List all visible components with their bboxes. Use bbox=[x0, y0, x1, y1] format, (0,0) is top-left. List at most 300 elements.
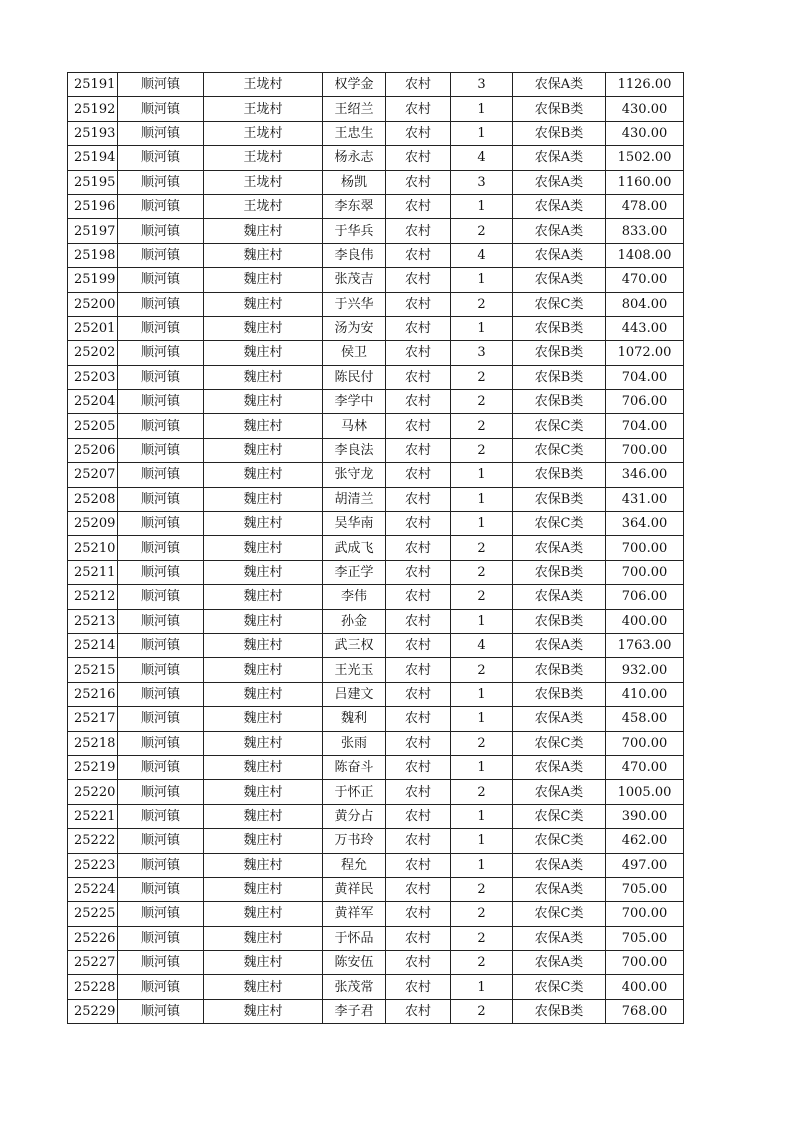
table-row bbox=[68, 121, 684, 145]
table-row bbox=[68, 170, 684, 194]
table-row bbox=[68, 560, 684, 584]
cell-id: 25229 bbox=[68, 999, 118, 1023]
cell-town: 顺河镇 bbox=[118, 829, 204, 853]
cell-id: 25205 bbox=[68, 414, 118, 438]
cell-type: 农村 bbox=[386, 365, 451, 389]
cell-household-size: 1 bbox=[451, 975, 513, 999]
cell-name: 李正学 bbox=[323, 560, 386, 584]
cell-village: 魏庄村 bbox=[204, 902, 323, 926]
cell-category: 农保A类 bbox=[513, 536, 606, 560]
table-row bbox=[68, 73, 684, 97]
cell-amount: 700.00 bbox=[606, 536, 684, 560]
cell-household-size: 1 bbox=[451, 463, 513, 487]
cell-village: 王垅村 bbox=[204, 194, 323, 218]
cell-amount: 700.00 bbox=[606, 731, 684, 755]
cell-village: 魏庄村 bbox=[204, 633, 323, 657]
table-row bbox=[68, 414, 684, 438]
cell-town: 顺河镇 bbox=[118, 487, 204, 511]
cell-type: 农村 bbox=[386, 951, 451, 975]
cell-town: 顺河镇 bbox=[118, 243, 204, 267]
cell-village: 魏庄村 bbox=[204, 463, 323, 487]
cell-household-size: 1 bbox=[451, 804, 513, 828]
cell-name: 张雨 bbox=[323, 731, 386, 755]
cell-id: 25221 bbox=[68, 804, 118, 828]
cell-town: 顺河镇 bbox=[118, 194, 204, 218]
cell-village: 魏庄村 bbox=[204, 512, 323, 536]
cell-village: 魏庄村 bbox=[204, 316, 323, 340]
cell-household-size: 2 bbox=[451, 365, 513, 389]
cell-town: 顺河镇 bbox=[118, 463, 204, 487]
cell-household-size: 2 bbox=[451, 780, 513, 804]
cell-type: 农村 bbox=[386, 194, 451, 218]
cell-town: 顺河镇 bbox=[118, 853, 204, 877]
cell-type: 农村 bbox=[386, 560, 451, 584]
cell-id: 25213 bbox=[68, 609, 118, 633]
cell-type: 农村 bbox=[386, 658, 451, 682]
cell-household-size: 2 bbox=[451, 926, 513, 950]
cell-category: 农保B类 bbox=[513, 487, 606, 511]
cell-category: 农保B类 bbox=[513, 560, 606, 584]
cell-household-size: 2 bbox=[451, 390, 513, 414]
cell-category: 农保B类 bbox=[513, 316, 606, 340]
cell-id: 25207 bbox=[68, 463, 118, 487]
cell-village: 魏庄村 bbox=[204, 487, 323, 511]
cell-id: 25201 bbox=[68, 316, 118, 340]
cell-type: 农村 bbox=[386, 780, 451, 804]
cell-id: 25226 bbox=[68, 926, 118, 950]
cell-town: 顺河镇 bbox=[118, 560, 204, 584]
cell-id: 25218 bbox=[68, 731, 118, 755]
cell-type: 农村 bbox=[386, 341, 451, 365]
cell-id: 25200 bbox=[68, 292, 118, 316]
cell-id: 25228 bbox=[68, 975, 118, 999]
cell-name: 武成飞 bbox=[323, 536, 386, 560]
cell-town: 顺河镇 bbox=[118, 438, 204, 462]
cell-village: 魏庄村 bbox=[204, 341, 323, 365]
cell-household-size: 2 bbox=[451, 438, 513, 462]
cell-town: 顺河镇 bbox=[118, 73, 204, 97]
cell-amount: 443.00 bbox=[606, 316, 684, 340]
cell-id: 25210 bbox=[68, 536, 118, 560]
cell-household-size: 1 bbox=[451, 121, 513, 145]
table-row bbox=[68, 390, 684, 414]
cell-amount: 400.00 bbox=[606, 975, 684, 999]
cell-id: 25219 bbox=[68, 755, 118, 779]
table-row bbox=[68, 243, 684, 267]
cell-id: 25211 bbox=[68, 560, 118, 584]
cell-town: 顺河镇 bbox=[118, 926, 204, 950]
cell-town: 顺河镇 bbox=[118, 121, 204, 145]
cell-name: 张茂吉 bbox=[323, 268, 386, 292]
cell-household-size: 1 bbox=[451, 609, 513, 633]
table-row bbox=[68, 268, 684, 292]
cell-category: 农保A类 bbox=[513, 853, 606, 877]
cell-type: 农村 bbox=[386, 877, 451, 901]
cell-village: 魏庄村 bbox=[204, 438, 323, 462]
cell-town: 顺河镇 bbox=[118, 512, 204, 536]
cell-id: 25196 bbox=[68, 194, 118, 218]
table-row bbox=[68, 804, 684, 828]
cell-village: 王垅村 bbox=[204, 97, 323, 121]
cell-name: 李子君 bbox=[323, 999, 386, 1023]
cell-village: 王垅村 bbox=[204, 121, 323, 145]
cell-type: 农村 bbox=[386, 536, 451, 560]
cell-amount: 470.00 bbox=[606, 268, 684, 292]
cell-village: 魏庄村 bbox=[204, 365, 323, 389]
cell-category: 农保A类 bbox=[513, 877, 606, 901]
cell-name: 黄分占 bbox=[323, 804, 386, 828]
cell-town: 顺河镇 bbox=[118, 414, 204, 438]
cell-village: 魏庄村 bbox=[204, 829, 323, 853]
cell-type: 农村 bbox=[386, 243, 451, 267]
cell-id: 25199 bbox=[68, 268, 118, 292]
cell-amount: 706.00 bbox=[606, 390, 684, 414]
cell-category: 农保C类 bbox=[513, 902, 606, 926]
cell-type: 农村 bbox=[386, 146, 451, 170]
cell-id: 25198 bbox=[68, 243, 118, 267]
cell-village: 魏庄村 bbox=[204, 853, 323, 877]
cell-category: 农保C类 bbox=[513, 829, 606, 853]
cell-type: 农村 bbox=[386, 609, 451, 633]
cell-amount: 462.00 bbox=[606, 829, 684, 853]
cell-household-size: 2 bbox=[451, 902, 513, 926]
cell-type: 农村 bbox=[386, 73, 451, 97]
cell-town: 顺河镇 bbox=[118, 633, 204, 657]
cell-amount: 1005.00 bbox=[606, 780, 684, 804]
cell-category: 农保B类 bbox=[513, 121, 606, 145]
cell-name: 程允 bbox=[323, 853, 386, 877]
table-row bbox=[68, 731, 684, 755]
cell-household-size: 1 bbox=[451, 316, 513, 340]
cell-town: 顺河镇 bbox=[118, 146, 204, 170]
cell-category: 农保B类 bbox=[513, 365, 606, 389]
cell-type: 农村 bbox=[386, 926, 451, 950]
table-row bbox=[68, 853, 684, 877]
cell-type: 农村 bbox=[386, 682, 451, 706]
table-row bbox=[68, 219, 684, 243]
table-row bbox=[68, 829, 684, 853]
cell-category: 农保B类 bbox=[513, 999, 606, 1023]
table-row bbox=[68, 877, 684, 901]
table-row bbox=[68, 365, 684, 389]
cell-town: 顺河镇 bbox=[118, 170, 204, 194]
cell-name: 杨永志 bbox=[323, 146, 386, 170]
cell-name: 王光玉 bbox=[323, 658, 386, 682]
cell-type: 农村 bbox=[386, 268, 451, 292]
cell-id: 25217 bbox=[68, 707, 118, 731]
cell-household-size: 2 bbox=[451, 560, 513, 584]
cell-amount: 430.00 bbox=[606, 97, 684, 121]
cell-amount: 704.00 bbox=[606, 365, 684, 389]
cell-town: 顺河镇 bbox=[118, 682, 204, 706]
cell-household-size: 2 bbox=[451, 536, 513, 560]
cell-household-size: 1 bbox=[451, 97, 513, 121]
cell-name: 李东翠 bbox=[323, 194, 386, 218]
cell-category: 农保B类 bbox=[513, 609, 606, 633]
cell-village: 魏庄村 bbox=[204, 609, 323, 633]
cell-category: 农保A类 bbox=[513, 194, 606, 218]
table-row bbox=[68, 97, 684, 121]
cell-category: 农保C类 bbox=[513, 975, 606, 999]
cell-amount: 768.00 bbox=[606, 999, 684, 1023]
table-row bbox=[68, 902, 684, 926]
cell-category: 农保B类 bbox=[513, 341, 606, 365]
cell-amount: 400.00 bbox=[606, 609, 684, 633]
cell-town: 顺河镇 bbox=[118, 292, 204, 316]
cell-household-size: 1 bbox=[451, 853, 513, 877]
cell-amount: 700.00 bbox=[606, 438, 684, 462]
cell-village: 魏庄村 bbox=[204, 707, 323, 731]
cell-type: 农村 bbox=[386, 707, 451, 731]
cell-village: 魏庄村 bbox=[204, 268, 323, 292]
cell-village: 魏庄村 bbox=[204, 731, 323, 755]
table-row bbox=[68, 951, 684, 975]
cell-id: 25224 bbox=[68, 877, 118, 901]
cell-amount: 706.00 bbox=[606, 585, 684, 609]
cell-household-size: 2 bbox=[451, 951, 513, 975]
table-row bbox=[68, 316, 684, 340]
cell-household-size: 4 bbox=[451, 633, 513, 657]
cell-town: 顺河镇 bbox=[118, 975, 204, 999]
cell-town: 顺河镇 bbox=[118, 609, 204, 633]
cell-village: 魏庄村 bbox=[204, 975, 323, 999]
cell-village: 魏庄村 bbox=[204, 414, 323, 438]
table-row bbox=[68, 536, 684, 560]
cell-village: 王垅村 bbox=[204, 73, 323, 97]
cell-category: 农保A类 bbox=[513, 170, 606, 194]
cell-type: 农村 bbox=[386, 853, 451, 877]
cell-village: 魏庄村 bbox=[204, 219, 323, 243]
cell-name: 陈民付 bbox=[323, 365, 386, 389]
cell-amount: 497.00 bbox=[606, 853, 684, 877]
cell-amount: 705.00 bbox=[606, 926, 684, 950]
cell-type: 农村 bbox=[386, 390, 451, 414]
cell-household-size: 2 bbox=[451, 731, 513, 755]
cell-id: 25191 bbox=[68, 73, 118, 97]
cell-town: 顺河镇 bbox=[118, 365, 204, 389]
cell-category: 农保B类 bbox=[513, 97, 606, 121]
table-row bbox=[68, 633, 684, 657]
cell-village: 王垅村 bbox=[204, 146, 323, 170]
cell-village: 魏庄村 bbox=[204, 560, 323, 584]
cell-category: 农保A类 bbox=[513, 146, 606, 170]
cell-amount: 1160.00 bbox=[606, 170, 684, 194]
cell-household-size: 2 bbox=[451, 658, 513, 682]
cell-id: 25215 bbox=[68, 658, 118, 682]
cell-village: 魏庄村 bbox=[204, 999, 323, 1023]
cell-type: 农村 bbox=[386, 829, 451, 853]
cell-category: 农保C类 bbox=[513, 292, 606, 316]
cell-town: 顺河镇 bbox=[118, 951, 204, 975]
cell-household-size: 2 bbox=[451, 877, 513, 901]
cell-name: 王绍兰 bbox=[323, 97, 386, 121]
cell-name: 陈奋斗 bbox=[323, 755, 386, 779]
cell-id: 25225 bbox=[68, 902, 118, 926]
table-row bbox=[68, 658, 684, 682]
cell-category: 农保B类 bbox=[513, 682, 606, 706]
cell-town: 顺河镇 bbox=[118, 316, 204, 340]
cell-type: 农村 bbox=[386, 316, 451, 340]
cell-name: 杨凯 bbox=[323, 170, 386, 194]
table-row bbox=[68, 463, 684, 487]
cell-amount: 833.00 bbox=[606, 219, 684, 243]
cell-village: 魏庄村 bbox=[204, 585, 323, 609]
cell-name: 王忠生 bbox=[323, 121, 386, 145]
cell-name: 武三权 bbox=[323, 633, 386, 657]
cell-name: 李良法 bbox=[323, 438, 386, 462]
cell-household-size: 2 bbox=[451, 999, 513, 1023]
cell-type: 农村 bbox=[386, 121, 451, 145]
cell-household-size: 4 bbox=[451, 243, 513, 267]
cell-type: 农村 bbox=[386, 463, 451, 487]
cell-name: 李伟 bbox=[323, 585, 386, 609]
cell-name: 李学中 bbox=[323, 390, 386, 414]
cell-name: 李良伟 bbox=[323, 243, 386, 267]
cell-id: 25216 bbox=[68, 682, 118, 706]
cell-id: 25195 bbox=[68, 170, 118, 194]
cell-village: 魏庄村 bbox=[204, 292, 323, 316]
cell-amount: 478.00 bbox=[606, 194, 684, 218]
cell-category: 农保C类 bbox=[513, 414, 606, 438]
cell-type: 农村 bbox=[386, 292, 451, 316]
cell-name: 张茂常 bbox=[323, 975, 386, 999]
cell-category: 农保A类 bbox=[513, 585, 606, 609]
cell-village: 魏庄村 bbox=[204, 390, 323, 414]
cell-id: 25223 bbox=[68, 853, 118, 877]
cell-category: 农保C类 bbox=[513, 804, 606, 828]
cell-category: 农保A类 bbox=[513, 707, 606, 731]
cell-town: 顺河镇 bbox=[118, 731, 204, 755]
cell-id: 25206 bbox=[68, 438, 118, 462]
cell-name: 于华兵 bbox=[323, 219, 386, 243]
cell-village: 魏庄村 bbox=[204, 682, 323, 706]
cell-type: 农村 bbox=[386, 975, 451, 999]
cell-amount: 704.00 bbox=[606, 414, 684, 438]
cell-town: 顺河镇 bbox=[118, 780, 204, 804]
cell-amount: 804.00 bbox=[606, 292, 684, 316]
cell-household-size: 2 bbox=[451, 292, 513, 316]
cell-amount: 705.00 bbox=[606, 877, 684, 901]
cell-town: 顺河镇 bbox=[118, 804, 204, 828]
table-row bbox=[68, 194, 684, 218]
table-row bbox=[68, 609, 684, 633]
cell-type: 农村 bbox=[386, 902, 451, 926]
cell-category: 农保A类 bbox=[513, 73, 606, 97]
cell-amount: 700.00 bbox=[606, 951, 684, 975]
cell-town: 顺河镇 bbox=[118, 341, 204, 365]
cell-name: 张守龙 bbox=[323, 463, 386, 487]
cell-name: 万书玲 bbox=[323, 829, 386, 853]
cell-name: 于兴华 bbox=[323, 292, 386, 316]
cell-category: 农保A类 bbox=[513, 780, 606, 804]
cell-town: 顺河镇 bbox=[118, 585, 204, 609]
cell-category: 农保A类 bbox=[513, 243, 606, 267]
cell-household-size: 2 bbox=[451, 219, 513, 243]
cell-id: 25220 bbox=[68, 780, 118, 804]
cell-id: 25203 bbox=[68, 365, 118, 389]
cell-village: 魏庄村 bbox=[204, 780, 323, 804]
cell-type: 农村 bbox=[386, 219, 451, 243]
cell-id: 25222 bbox=[68, 829, 118, 853]
cell-type: 农村 bbox=[386, 731, 451, 755]
table-row bbox=[68, 585, 684, 609]
cell-name: 黄祥民 bbox=[323, 877, 386, 901]
cell-type: 农村 bbox=[386, 512, 451, 536]
cell-household-size: 1 bbox=[451, 194, 513, 218]
cell-name: 吴华南 bbox=[323, 512, 386, 536]
cell-town: 顺河镇 bbox=[118, 97, 204, 121]
cell-amount: 430.00 bbox=[606, 121, 684, 145]
cell-id: 25212 bbox=[68, 585, 118, 609]
cell-category: 农保A类 bbox=[513, 219, 606, 243]
cell-village: 魏庄村 bbox=[204, 804, 323, 828]
cell-type: 农村 bbox=[386, 170, 451, 194]
cell-household-size: 3 bbox=[451, 170, 513, 194]
table-body bbox=[68, 73, 684, 1024]
cell-town: 顺河镇 bbox=[118, 755, 204, 779]
table-row bbox=[68, 780, 684, 804]
cell-amount: 1502.00 bbox=[606, 146, 684, 170]
cell-amount: 364.00 bbox=[606, 512, 684, 536]
cell-id: 25208 bbox=[68, 487, 118, 511]
cell-town: 顺河镇 bbox=[118, 536, 204, 560]
cell-category: 农保A类 bbox=[513, 633, 606, 657]
cell-category: 农保B类 bbox=[513, 658, 606, 682]
cell-household-size: 4 bbox=[451, 146, 513, 170]
cell-town: 顺河镇 bbox=[118, 658, 204, 682]
cell-name: 汤为安 bbox=[323, 316, 386, 340]
cell-id: 25202 bbox=[68, 341, 118, 365]
table-row bbox=[68, 292, 684, 316]
cell-name: 胡清兰 bbox=[323, 487, 386, 511]
cell-category: 农保C类 bbox=[513, 438, 606, 462]
cell-town: 顺河镇 bbox=[118, 707, 204, 731]
cell-town: 顺河镇 bbox=[118, 219, 204, 243]
cell-household-size: 3 bbox=[451, 73, 513, 97]
cell-household-size: 1 bbox=[451, 755, 513, 779]
cell-amount: 1126.00 bbox=[606, 73, 684, 97]
cell-type: 农村 bbox=[386, 585, 451, 609]
cell-name: 于怀正 bbox=[323, 780, 386, 804]
cell-village: 魏庄村 bbox=[204, 658, 323, 682]
cell-type: 农村 bbox=[386, 804, 451, 828]
cell-household-size: 1 bbox=[451, 707, 513, 731]
cell-category: 农保C类 bbox=[513, 731, 606, 755]
table-row bbox=[68, 146, 684, 170]
cell-town: 顺河镇 bbox=[118, 999, 204, 1023]
cell-amount: 458.00 bbox=[606, 707, 684, 731]
table-row bbox=[68, 682, 684, 706]
cell-category: 农保B类 bbox=[513, 390, 606, 414]
cell-name: 魏利 bbox=[323, 707, 386, 731]
cell-category: 农保A类 bbox=[513, 268, 606, 292]
cell-amount: 700.00 bbox=[606, 560, 684, 584]
table-row bbox=[68, 755, 684, 779]
cell-household-size: 1 bbox=[451, 829, 513, 853]
table-row bbox=[68, 707, 684, 731]
cell-name: 陈安伍 bbox=[323, 951, 386, 975]
cell-id: 25193 bbox=[68, 121, 118, 145]
cell-village: 魏庄村 bbox=[204, 536, 323, 560]
cell-village: 魏庄村 bbox=[204, 926, 323, 950]
cell-amount: 470.00 bbox=[606, 755, 684, 779]
cell-village: 魏庄村 bbox=[204, 951, 323, 975]
cell-name: 于怀品 bbox=[323, 926, 386, 950]
table-row bbox=[68, 975, 684, 999]
cell-id: 25204 bbox=[68, 390, 118, 414]
cell-household-size: 2 bbox=[451, 414, 513, 438]
cell-amount: 431.00 bbox=[606, 487, 684, 511]
